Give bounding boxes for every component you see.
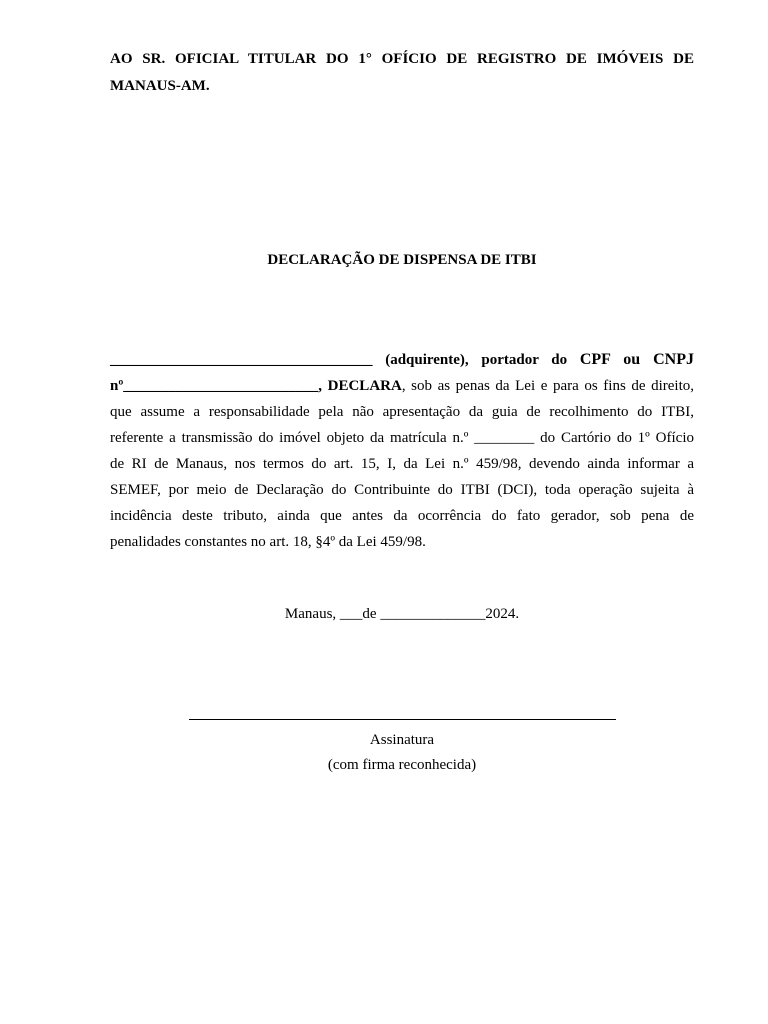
addressee-line-1: AO SR. OFICIAL TITULAR DO 1° OFÍCIO DE REGISTRO DE IMÓVEIS DE (110, 51, 694, 67)
adquirente-blank: ___________________________________ (110, 352, 373, 368)
body-line-2-rest: , sob as penas da Lei e para os fins de direito, (401, 378, 695, 394)
body-line-6: SEMEF, por meio de Declaração do Contribuinte do ITBI (DCI), toda operação sujeita à (110, 482, 694, 498)
signature-line (189, 719, 616, 720)
body-line-2 (110, 373, 694, 399)
body-line-7: incidência deste tributo, ainda que antes da ocorrência do fato gerador, sob pena de (110, 508, 694, 524)
body-line-1 (110, 347, 694, 373)
addressee (110, 46, 694, 100)
signature-note: (com firma reconhecida) (327, 757, 477, 773)
adquirente-label: (adquirente), portador do (372, 352, 580, 368)
addressee-line-2: MANAUS-AM. (110, 78, 210, 94)
body-line-8: penalidades constantes no art. 18, §4º da Lei 459/98. (110, 534, 426, 550)
document-number-blank: nº__________________________, (110, 378, 328, 394)
declaration-body (110, 347, 694, 555)
body-line-3: que assume a responsabilidade pela não apresentação da guia de recolhimento do ITBI, (110, 404, 694, 420)
document-title: DECLARAÇÃO DE DISPENSA DE ITBI (267, 252, 537, 268)
place-and-date: Manaus, ___de ______________2024. (284, 606, 520, 622)
body-line-5: de RI de Manaus, nos termos do art. 15, I, da Lei n.º 459/98, devendo ainda informar a (110, 456, 694, 472)
body-line-4: referente a transmissão do imóvel objeto da matrícula n.º ________ do Cartório do 1º Ofício (110, 430, 694, 446)
declara-word: DECLARA (327, 378, 402, 394)
signature-label: Assinatura (369, 732, 435, 748)
cpf-cnpj-label: CPF ou CNPJ (579, 351, 694, 368)
